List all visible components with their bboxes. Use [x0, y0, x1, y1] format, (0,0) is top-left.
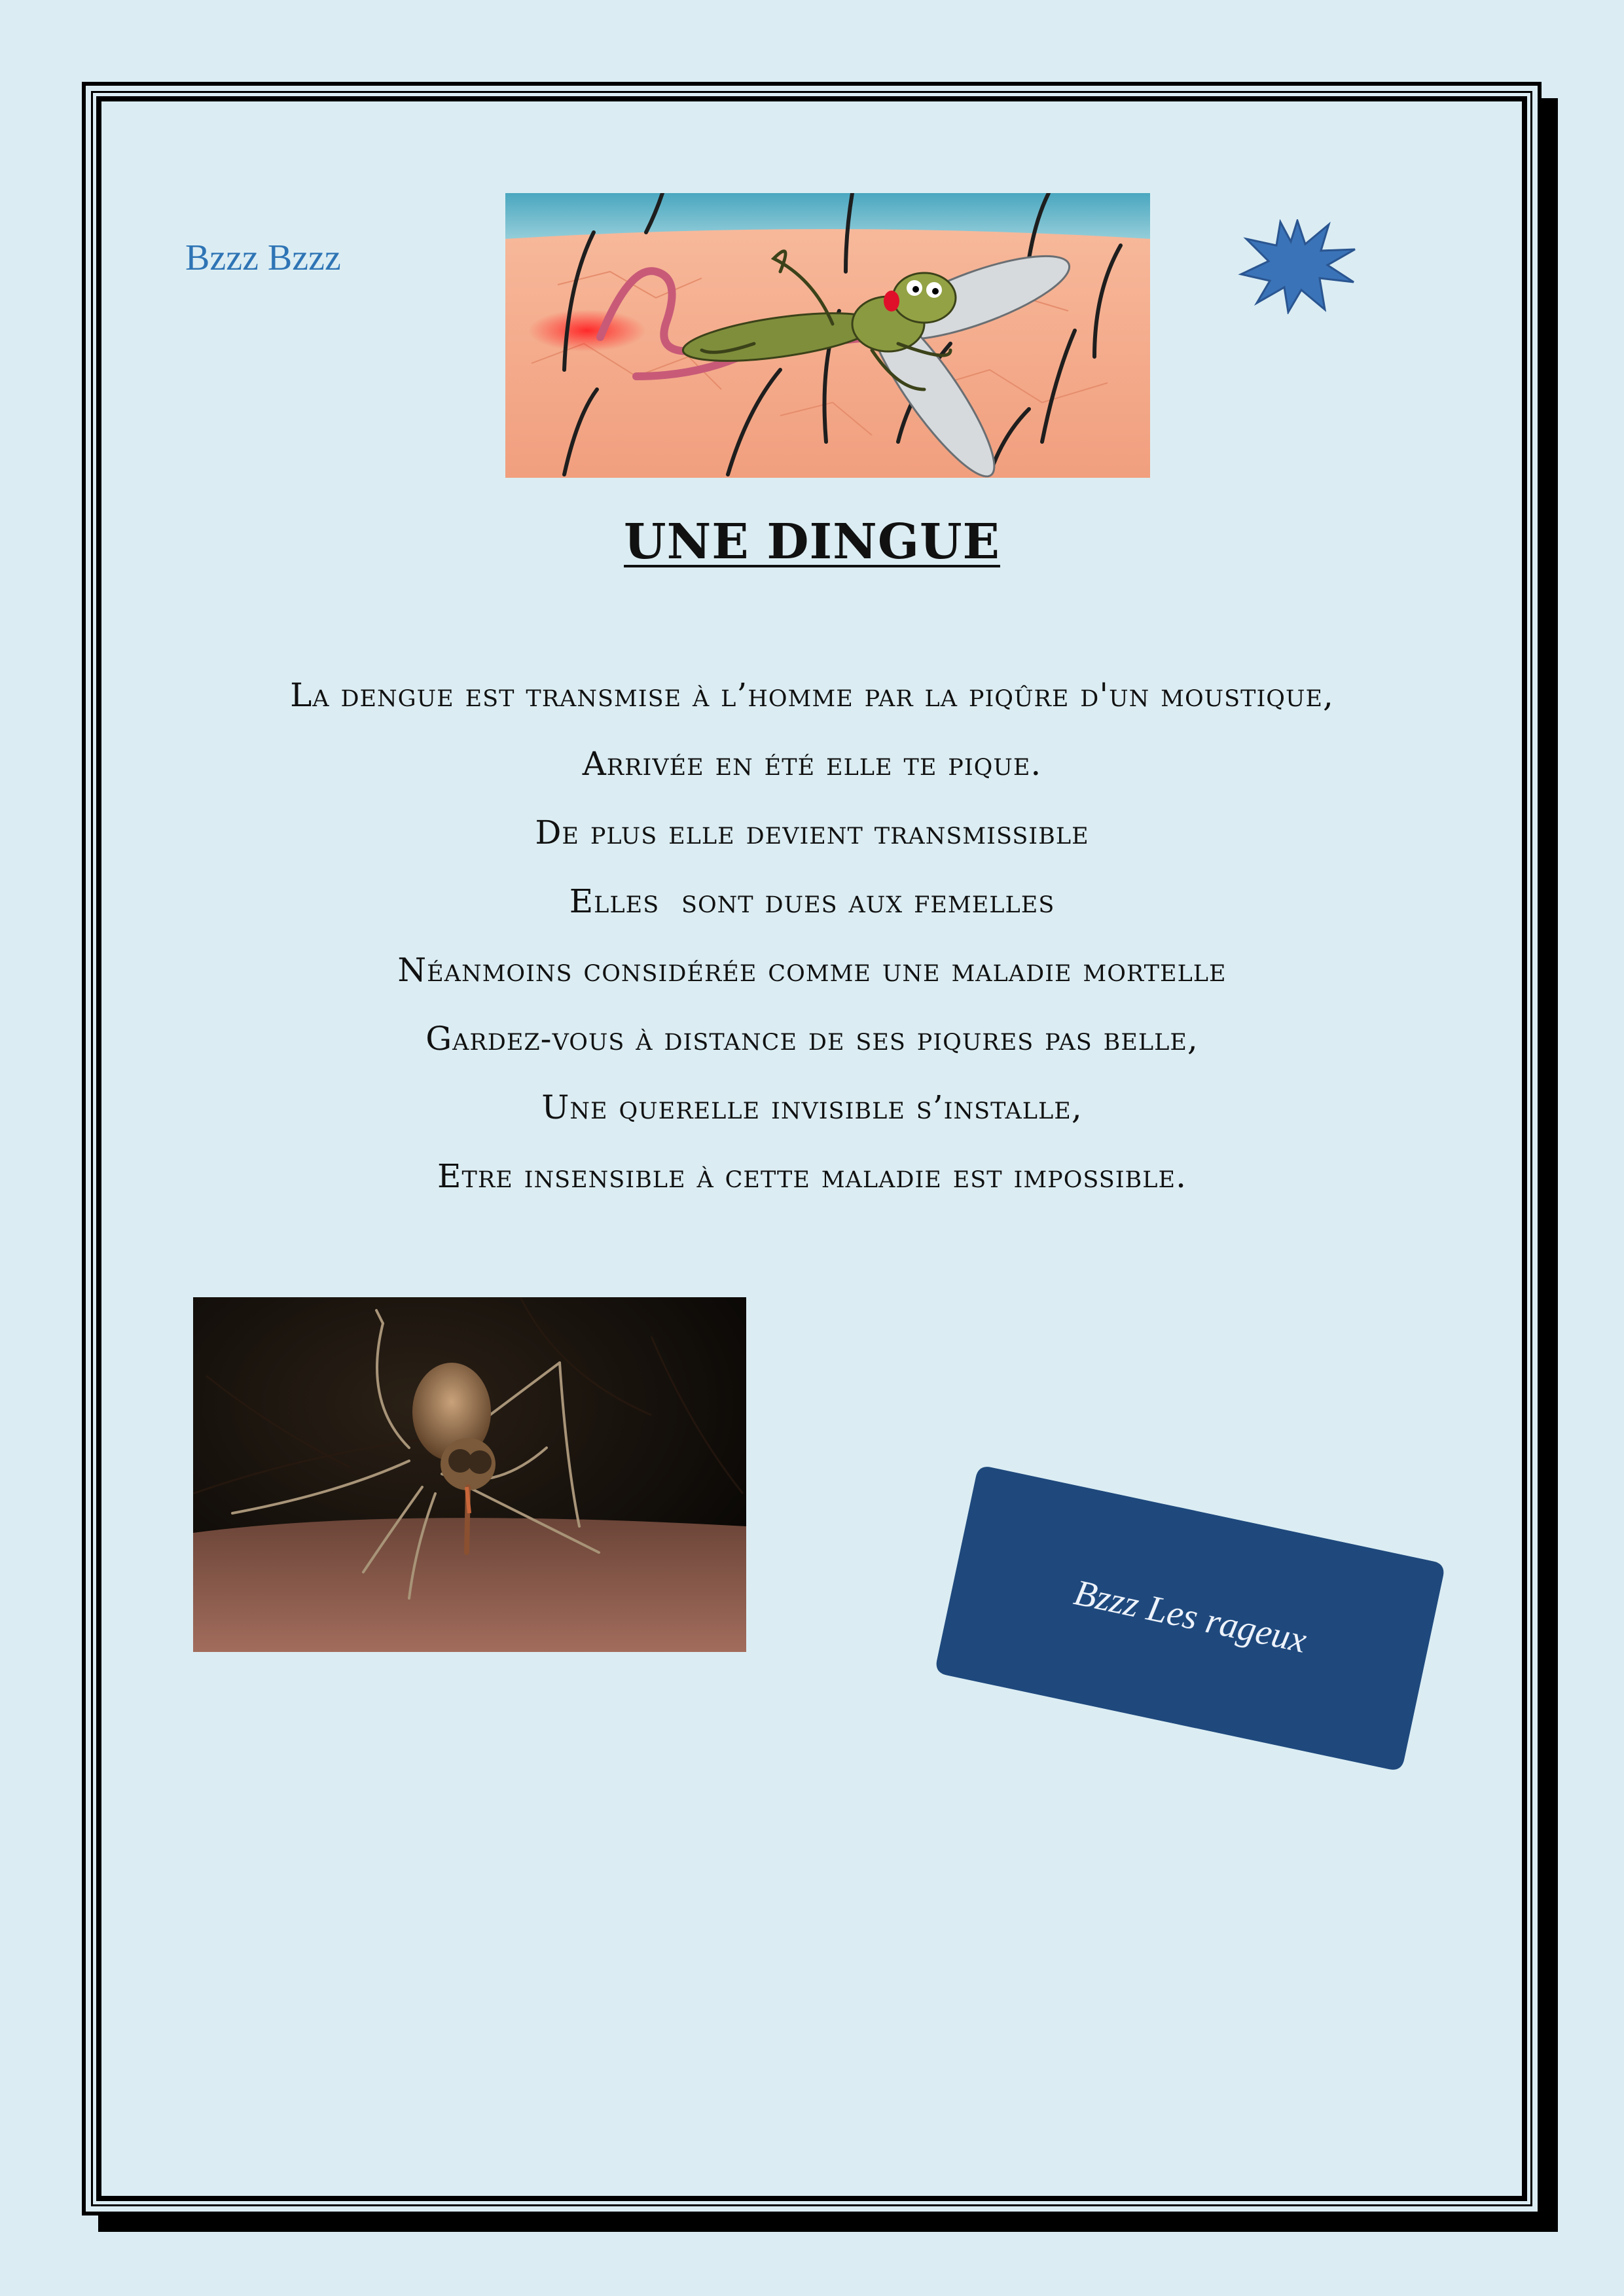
poem-line: Etre insensible à cette maladie est impossible. [437, 1157, 1187, 1195]
mosquito-photo [193, 1297, 746, 1652]
poem-line: Néanmoins considérée comme une maladie mortelle [397, 951, 1227, 989]
poem-line: Arrivée en été elle te pique. [582, 745, 1042, 783]
poem-line: Elles sont dues aux femelles [569, 882, 1055, 920]
badge-text: Bzzz Les rageux [1070, 1572, 1310, 1661]
star-burst-icon [1237, 219, 1358, 314]
poem-line: Une querelle invisible s’installe, [541, 1088, 1083, 1126]
cartoon-mosquito-image [505, 193, 1150, 478]
poem [0, 668, 1624, 1217]
page-title: UNE DINGUE [624, 514, 1000, 570]
corner-label: Bzzz Bzzz [185, 238, 341, 278]
poem-line: Gardez-vous à distance de ses piqures pas belle, [425, 1020, 1199, 1058]
poem-line: La dengue est transmise à l’homme par la piqûre d'un moustique, [290, 676, 1334, 714]
poem-line: De plus elle devient transmissible [535, 814, 1089, 852]
